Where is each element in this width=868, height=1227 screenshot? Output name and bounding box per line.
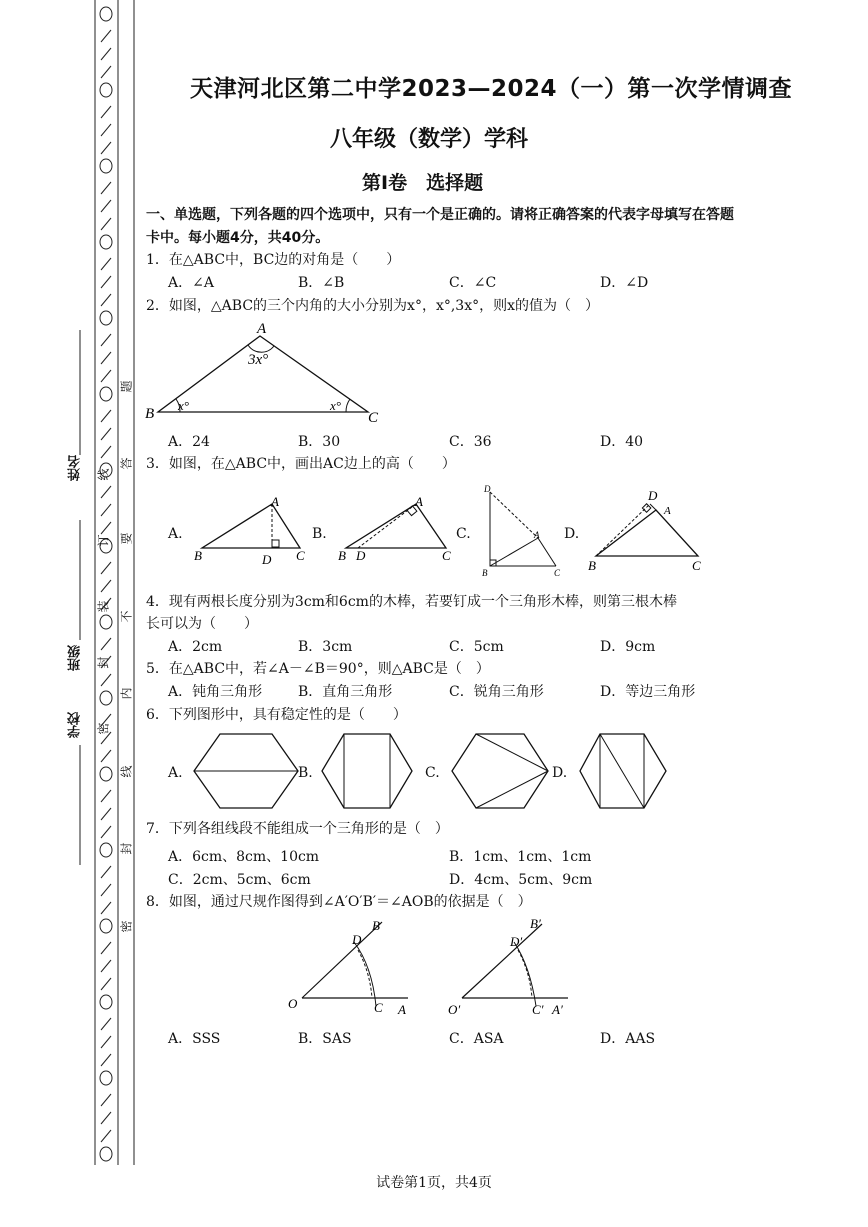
svg-text:D: D: [648, 488, 658, 503]
question-3: 3．如图，在△ABC中，画出AC边上的高（ ）: [146, 456, 456, 472]
q7-option-c[interactable]: C．2cm、5cm、6cm: [168, 872, 311, 888]
svg-text:D: D: [262, 552, 272, 567]
binding-slash: [101, 486, 111, 498]
binding-slash: [101, 334, 111, 346]
seal-char-6: 线: [119, 765, 134, 778]
subject-title: 八年级（数学）学科: [330, 127, 529, 152]
q5-option-b[interactable]: B．直角三角形: [298, 684, 393, 700]
q6-hexagon-a: [190, 730, 302, 812]
binding-slash: [101, 866, 111, 878]
binding-slash: [101, 446, 111, 458]
q5-option-a[interactable]: A．钝角三角形: [168, 684, 263, 700]
q3-option-a[interactable]: A.: [168, 526, 183, 542]
binding-slash: [101, 808, 111, 820]
binding-slash: [101, 200, 111, 212]
binding-slash: [101, 370, 111, 382]
q5-option-c[interactable]: C．锐角三角形: [449, 684, 544, 700]
svg-text:A: A: [271, 494, 279, 509]
seal-char-5: 内: [119, 687, 134, 700]
binding-slash: [101, 352, 111, 364]
question-2: 2．如图，△ABC的三个内角的大小分别为x°，x°,3x°，则x的值为（ ）: [146, 298, 599, 314]
q3-option-c[interactable]: C.: [456, 526, 471, 542]
binding-slash: [101, 218, 111, 230]
svg-text:B: B: [372, 918, 380, 933]
binding-slash: [101, 428, 111, 440]
question-6: 6．下列图形中，具有稳定性的是（ ）: [146, 707, 407, 723]
binding-circle: [100, 615, 112, 629]
q3-figure-d: [586, 486, 716, 576]
svg-text:D′: D′: [510, 934, 523, 949]
question-7: 7．下列各组线段不能组成一个三角形的是（ ）: [146, 821, 449, 837]
q8-option-b[interactable]: B．SAS: [298, 1031, 352, 1047]
binding-slash: [101, 638, 111, 650]
binding-circle: [100, 919, 112, 933]
binding-circle: [100, 7, 112, 21]
q4-option-c[interactable]: C．5cm: [449, 639, 504, 655]
binding-slash: [101, 66, 111, 78]
binding-slash: [101, 504, 111, 516]
question-5: 5．在△ABC中，若∠A－∠B＝90°，则△ABC是（ ）: [146, 661, 490, 677]
binding-slash: [101, 750, 111, 762]
binding-circle: [100, 1071, 112, 1085]
q8-option-d[interactable]: D．AAS: [600, 1031, 656, 1047]
q2-angle-a: 3x°: [248, 352, 269, 368]
outer-char-4: 封: [96, 656, 111, 669]
svg-text:O: O: [288, 996, 298, 1011]
svg-text:A: A: [534, 530, 540, 540]
binding-slash: [101, 276, 111, 288]
seal-char-3: 要: [119, 532, 134, 545]
svg-text:A: A: [664, 505, 671, 517]
q2-triangle-figure: [140, 318, 390, 428]
page-footer: 试卷第1页，共4页: [376, 1175, 492, 1191]
binding-slash: [101, 48, 111, 60]
binding-slash: [101, 1018, 111, 1030]
svg-text:O′: O′: [448, 1002, 461, 1017]
binding-slash: [101, 902, 111, 914]
binding-slash: [101, 826, 111, 838]
q8-option-a[interactable]: A．SSS: [168, 1031, 221, 1047]
svg-text:C: C: [374, 1000, 383, 1015]
q6-hexagon-d: [576, 730, 670, 812]
svg-text:D: D: [352, 932, 362, 947]
q6-hexagon-b: [318, 730, 416, 812]
q3-figure-b: [336, 494, 456, 568]
q8-figure-right: [444, 910, 584, 1022]
binding-circle: [100, 235, 112, 249]
binding-circle: [100, 767, 112, 781]
svg-text:C′: C′: [532, 1002, 544, 1017]
seal-char-8: 密: [119, 920, 134, 933]
q2-option-b[interactable]: B．30: [298, 434, 341, 450]
question-4: 4．现有两根长度分别为3cm和6cm的木棒，若要钉成一个三角形木棒，则第三根木棒: [146, 594, 677, 610]
q2-option-a[interactable]: A．24: [168, 434, 210, 450]
svg-text:C: C: [296, 548, 305, 563]
binding-slash: [101, 790, 111, 802]
q2-option-d[interactable]: D．40: [600, 434, 644, 450]
binding-slash: [101, 522, 111, 534]
q2-label-c: C: [368, 410, 379, 426]
seal-char-1: 题: [119, 380, 134, 393]
binding-circle: [100, 691, 112, 705]
svg-text:B: B: [338, 548, 346, 563]
binding-slash: [101, 942, 111, 954]
name-label: 姓名: [68, 455, 83, 481]
q1-option-b[interactable]: B．∠B: [298, 275, 345, 291]
q5-option-d[interactable]: D．等边三角形: [600, 684, 696, 700]
q1-option-d[interactable]: D．∠D: [600, 275, 649, 291]
q8-figure-left: [282, 910, 422, 1022]
q3-option-b[interactable]: B.: [312, 526, 327, 542]
q8-option-c[interactable]: C．ASA: [449, 1031, 504, 1047]
q6-option-c[interactable]: C.: [425, 765, 440, 781]
outer-char-5: 密: [96, 722, 111, 735]
binding-slash: [101, 1036, 111, 1048]
svg-text:B: B: [482, 568, 488, 578]
binding-slash: [101, 30, 111, 42]
binding-slash: [101, 960, 111, 972]
svg-text:A: A: [415, 494, 423, 509]
q2-option-c[interactable]: C．36: [449, 434, 492, 450]
q7-option-b[interactable]: B．1cm、1cm、1cm: [449, 849, 592, 865]
binding-slash: [101, 1112, 111, 1124]
binding-slash: [101, 562, 111, 574]
seal-char-2: 答: [119, 457, 134, 470]
svg-text:B′: B′: [530, 916, 541, 931]
q7-option-a[interactable]: A．6cm、8cm、10cm: [168, 849, 320, 865]
seal-char-7: 封: [119, 842, 134, 855]
q7-option-d[interactable]: D．4cm、5cm、9cm: [449, 872, 593, 888]
svg-text:C: C: [442, 548, 451, 563]
svg-text:B: B: [588, 558, 596, 573]
svg-text:D: D: [484, 484, 491, 494]
binding-slash: [101, 182, 111, 194]
q1-option-a[interactable]: A．∠A: [168, 275, 214, 291]
binding-circle: [100, 995, 112, 1009]
binding-slash: [101, 294, 111, 306]
school-label: 学校: [68, 712, 83, 738]
question-1: 1．在△ABC中，BC边的对角是（ ）: [146, 252, 401, 268]
outer-char-2: 订: [96, 534, 111, 547]
question-4-cont: 长可以为（ ）: [146, 616, 258, 632]
outer-char-1: 线: [96, 468, 111, 481]
exam-title: 天津河北区第二中学2023—2024（一）第一次学情调查: [190, 76, 793, 102]
svg-text:C: C: [692, 558, 701, 573]
q1-option-c[interactable]: C．∠C: [449, 275, 497, 291]
q2-label-a: A: [257, 321, 267, 337]
instructions: 一、单选题，下列各题的四个选项中，只有一个是正确的。请将正确答案的代表字母填写在答题卡中。每小题4分，共40分。: [146, 207, 734, 246]
binding-circle: [100, 843, 112, 857]
q2-angle-c: x°: [330, 398, 341, 413]
q4-option-a[interactable]: A．2cm: [168, 639, 223, 655]
svg-text:B: B: [194, 548, 202, 563]
svg-text:A′: A′: [552, 1002, 563, 1017]
binding-slash: [101, 1130, 111, 1142]
binding-slash: [101, 674, 111, 686]
outer-char-3: 装: [96, 600, 111, 613]
binding-slash: [101, 884, 111, 896]
q2-label-b: B: [145, 406, 155, 422]
q6-option-a[interactable]: A.: [168, 765, 183, 781]
binding-circle: [100, 159, 112, 173]
q4-option-d[interactable]: D．9cm: [600, 639, 656, 655]
binding-margin: [0, 0, 140, 1170]
binding-slash: [101, 410, 111, 422]
seal-char-4: 不: [119, 610, 134, 623]
q3-option-d[interactable]: D.: [564, 526, 580, 542]
binding-slash: [101, 124, 111, 136]
q3-figure-a: [192, 494, 312, 568]
binding-slash: [101, 1094, 111, 1106]
q4-option-b[interactable]: B．3cm: [298, 639, 353, 655]
binding-slash: [101, 142, 111, 154]
svg-text:D: D: [356, 548, 366, 563]
q6-hexagon-c: [448, 730, 552, 812]
section-title: 第Ⅰ卷 选择题: [362, 172, 484, 194]
q3-figure-c: [478, 482, 568, 580]
q6-option-b[interactable]: B.: [298, 765, 313, 781]
binding-slash: [101, 258, 111, 270]
binding-circle: [100, 387, 112, 401]
svg-text:A: A: [398, 1002, 406, 1017]
svg-text:C: C: [554, 568, 561, 578]
binding-slash: [101, 1054, 111, 1066]
question-8: 8．如图，通过尺规作图得到∠A′O′B′＝∠AOB的依据是（ ）: [146, 894, 532, 910]
binding-slash: [101, 580, 111, 592]
q6-option-d[interactable]: D.: [552, 765, 568, 781]
class-label: 班级: [68, 645, 83, 671]
binding-slash: [101, 106, 111, 118]
binding-circle: [100, 1147, 112, 1161]
binding-circle: [100, 311, 112, 325]
binding-slash: [101, 978, 111, 990]
binding-circle: [100, 83, 112, 97]
q2-angle-b: x°: [178, 398, 189, 413]
